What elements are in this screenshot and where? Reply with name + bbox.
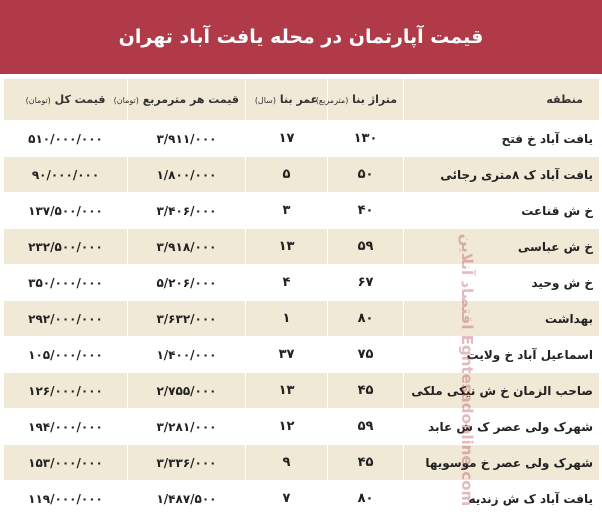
price-per-meter-cell: ۱/۴۸۷/۵۰۰	[128, 481, 246, 517]
table-row	[4, 229, 600, 265]
total-price-cell: ۱۲۶/۰۰۰/۰۰۰	[4, 373, 128, 409]
table-row	[4, 193, 600, 229]
area-cell: ۴۵	[328, 445, 404, 481]
age-cell: ۳۷	[246, 337, 328, 373]
area-cell: ۶۷	[328, 265, 404, 301]
area-cell: ۴۰	[328, 193, 404, 229]
table-row	[4, 265, 600, 301]
region-cell: صاحب الزمان خ ش نیکی ملکی	[404, 373, 600, 409]
total-price-cell: ۱۵۳/۰۰۰/۰۰۰	[4, 445, 128, 481]
region-cell: یافت آباد ک ش زندیه	[404, 481, 600, 517]
area-cell: ۴۵	[328, 373, 404, 409]
table-row	[4, 481, 600, 517]
watermark: اقتصاد آنلاین Eghtesadonline.com	[458, 233, 476, 507]
price-per-meter-cell: ۳/۹۱۱/۰۰۰	[128, 121, 246, 157]
price-per-meter-cell: ۳/۴۰۶/۰۰۰	[128, 193, 246, 229]
total-price-cell: ۲۳۲/۵۰۰/۰۰۰	[4, 229, 128, 265]
age-cell: ۹	[246, 445, 328, 481]
header-total-price: قیمت کل (تومان)	[4, 79, 128, 121]
price-per-meter-cell: ۵/۲۰۶/۰۰۰	[128, 265, 246, 301]
age-cell: ۳	[246, 193, 328, 229]
header-age: عمر بنا (سال)	[246, 79, 328, 121]
area-cell: ۱۳۰	[328, 121, 404, 157]
age-cell: ۱۳	[246, 229, 328, 265]
region-cell: یافت آباد خ فتح	[404, 121, 600, 157]
price-per-meter-cell: ۱/۸۰۰/۰۰۰	[128, 157, 246, 193]
region-cell: خ ش وحید	[404, 265, 600, 301]
total-price-cell: ۵۱۰/۰۰۰/۰۰۰	[4, 121, 128, 157]
price-per-meter-cell: ۳/۲۸۱/۰۰۰	[128, 409, 246, 445]
region-cell: شهرک ولی عصر خ موسویها	[404, 445, 600, 481]
age-cell: ۱	[246, 301, 328, 337]
total-price-cell: ۱۱۹/۰۰۰/۰۰۰	[4, 481, 128, 517]
region-cell: اسماعیل آباد خ ولایت	[404, 337, 600, 373]
area-cell: ۵۹	[328, 409, 404, 445]
region-cell: شهرک ولی عصر ک ش عابد	[404, 409, 600, 445]
total-price-cell: ۱۰۵/۰۰۰/۰۰۰	[4, 337, 128, 373]
region-cell: بهداشت	[404, 301, 600, 337]
total-price-cell: ۱۳۷/۵۰۰/۰۰۰	[4, 193, 128, 229]
age-cell: ۴	[246, 265, 328, 301]
price-table	[3, 78, 600, 517]
area-cell: ۸۰	[328, 481, 404, 517]
price-per-meter-cell: ۳/۹۱۸/۰۰۰	[128, 229, 246, 265]
area-cell: ۸۰	[328, 301, 404, 337]
table-row	[4, 445, 600, 481]
total-price-cell: ۳۵۰/۰۰۰/۰۰۰	[4, 265, 128, 301]
table-row	[4, 337, 600, 373]
area-cell: ۵۹	[328, 229, 404, 265]
age-cell: ۵	[246, 157, 328, 193]
price-per-meter-cell: ۲/۷۵۵/۰۰۰	[128, 373, 246, 409]
age-cell: ۷	[246, 481, 328, 517]
price-per-meter-cell: ۳/۳۳۶/۰۰۰	[128, 445, 246, 481]
table-row	[4, 301, 600, 337]
age-cell: ۱۲	[246, 409, 328, 445]
region-cell: خ ش قناعت	[404, 193, 600, 229]
total-price-cell: ۹۰/۰۰۰/۰۰۰	[4, 157, 128, 193]
price-per-meter-cell: ۱/۴۰۰/۰۰۰	[128, 337, 246, 373]
table-row	[4, 121, 600, 157]
region-cell: خ ش عباسی	[404, 229, 600, 265]
price-per-meter-cell: ۳/۶۳۲/۰۰۰	[128, 301, 246, 337]
total-price-cell: ۲۹۲/۰۰۰/۰۰۰	[4, 301, 128, 337]
area-cell: ۷۵	[328, 337, 404, 373]
table-row	[4, 157, 600, 193]
age-cell: ۱۳	[246, 373, 328, 409]
page-title: قیمت آپارتمان در محله یافت آباد تهران	[118, 26, 484, 48]
header-area: متراژ بنا (مترمربع)	[328, 79, 404, 121]
age-cell: ۱۷	[246, 121, 328, 157]
region-cell: یافت آباد ک ۸متری رجائی	[404, 157, 600, 193]
table-header-row	[4, 79, 600, 121]
header-price-per-meter: قیمت هر مترمربع (تومان)	[128, 79, 246, 121]
table-row	[4, 409, 600, 445]
total-price-cell: ۱۹۴/۰۰۰/۰۰۰	[4, 409, 128, 445]
area-cell: ۵۰	[328, 157, 404, 193]
header-region: منطقه	[404, 79, 600, 121]
table-row	[4, 373, 600, 409]
title-banner	[0, 0, 602, 74]
